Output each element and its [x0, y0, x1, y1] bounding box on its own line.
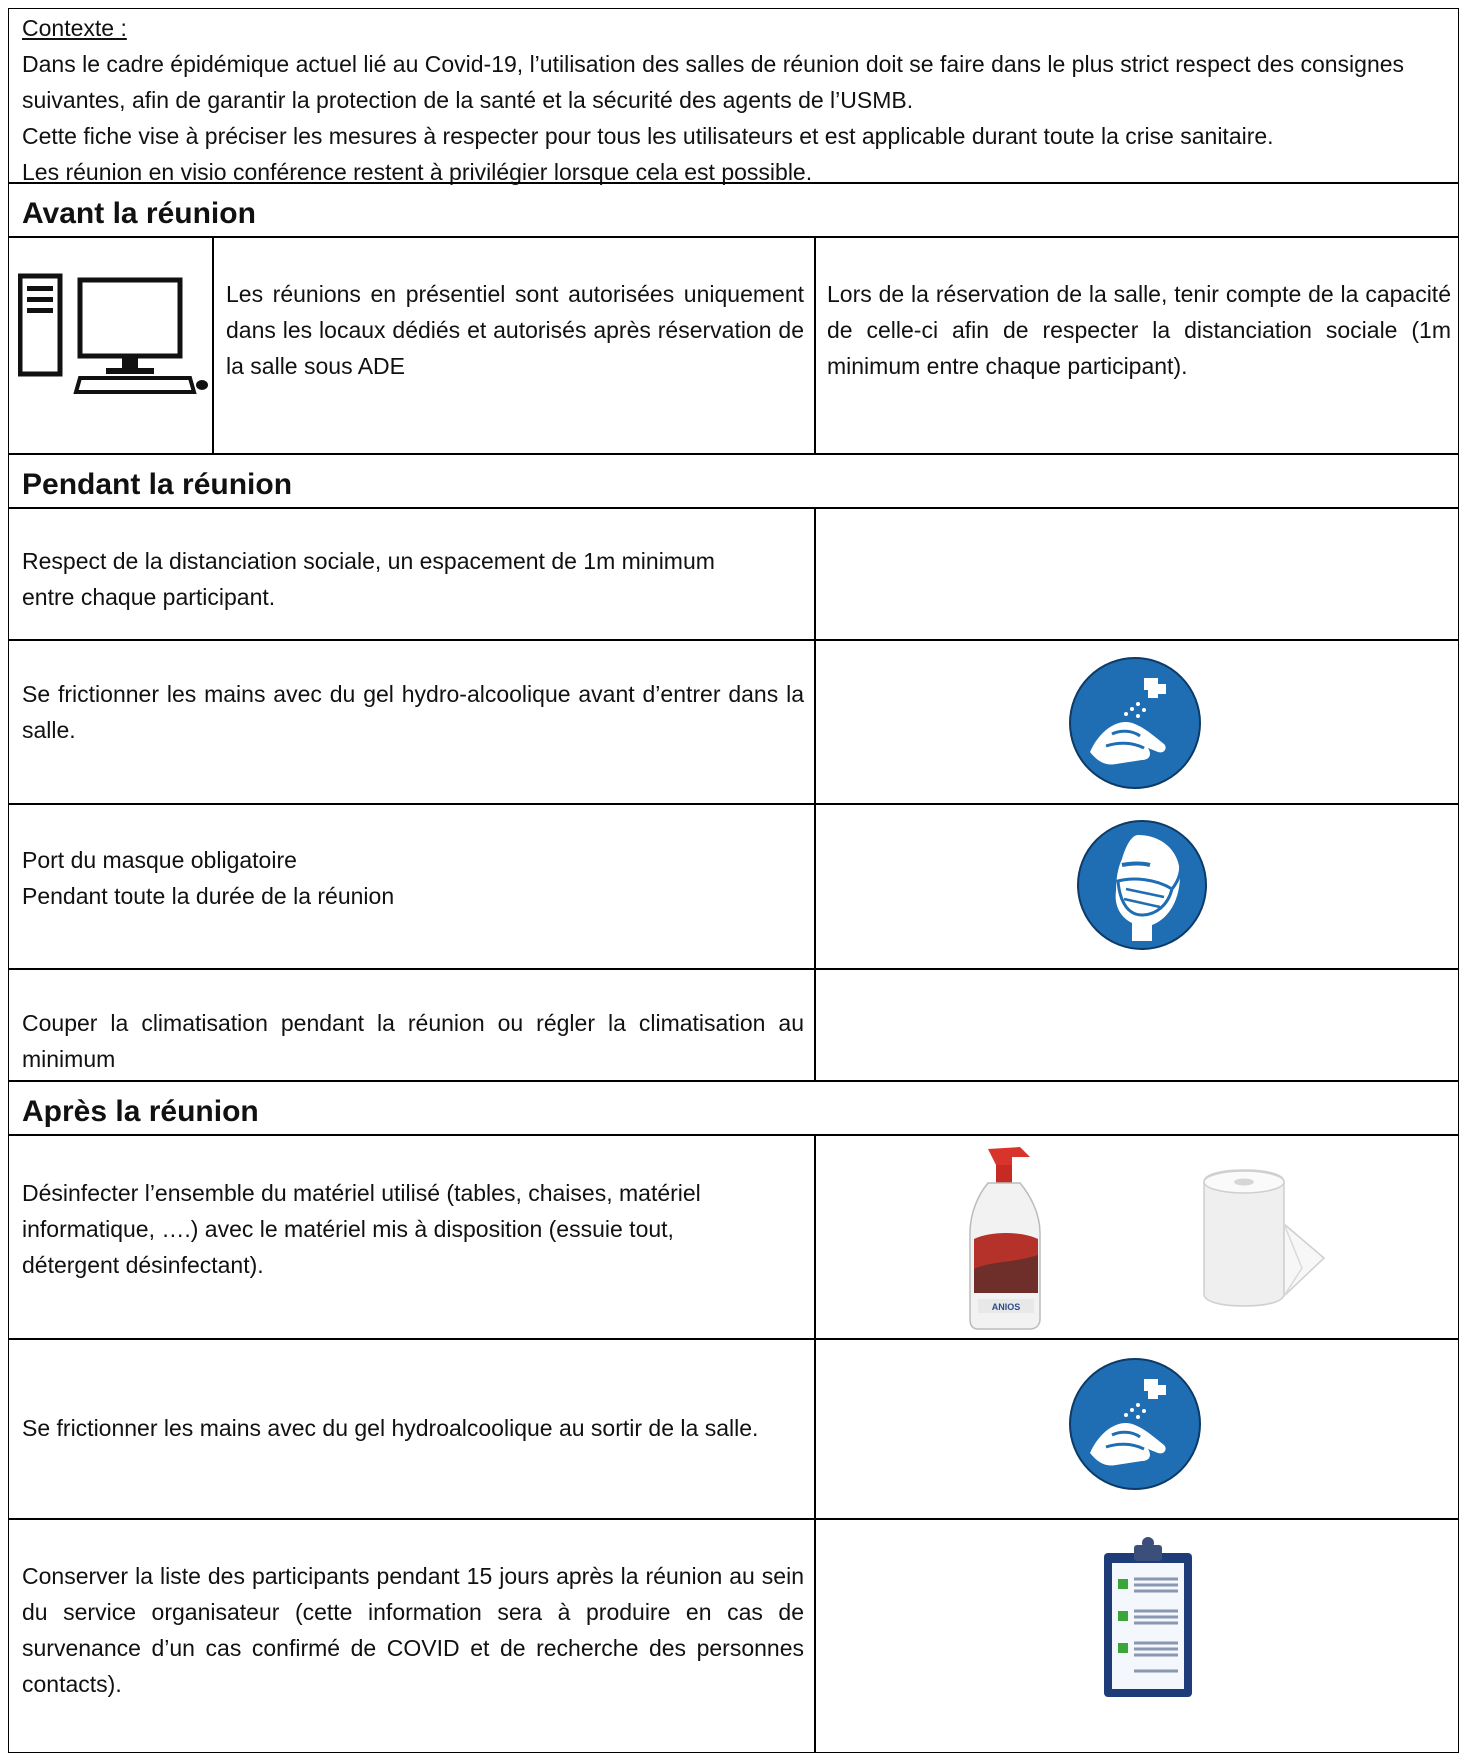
- spray-bottle-icon: [966, 1143, 1046, 1331]
- paper-roll-icon: [1198, 1168, 1328, 1308]
- avant-text-1: Les réunions en présentiel sont autorisées uniquement dans les locaux dédiés et autorisés après réservation de la salle sous ADE: [226, 281, 804, 379]
- computer-icon: [18, 272, 208, 396]
- section-title-pendant: Pendant la réunion: [22, 468, 293, 501]
- pendant-row-1-icon-cell: [814, 507, 1459, 641]
- hand-wash-icon: [1068, 1357, 1202, 1491]
- spray-brand-label: ANIOS: [991, 1302, 1021, 1312]
- section-title-avant: Avant la réunion: [22, 197, 256, 230]
- pendant-row-3-line-2: Pendant toute la durée de la réunion: [22, 883, 395, 909]
- hand-wash-icon: [1068, 656, 1202, 790]
- context-paragraph-1: Dans le cadre épidémique actuel lié au Covid-19, l’utilisation des salles de réunion doit se faire dans le plus strict respect des consignes suivantes, afin de garantir la protection de la santé et la sécurité des agents de l’USMB.: [22, 51, 1405, 113]
- pendant-row-4-text: Couper la climatisation pendant la réunion ou régler la climatisation au minimum: [22, 1010, 804, 1072]
- face-mask-icon: [1076, 819, 1208, 951]
- pendant-row-2-text: Se frictionner les mains avec du gel hydro-alcoolique avant d’entrer dans la salle.: [22, 681, 804, 743]
- apres-row-3-text: Conserver la liste des participants pendant 15 jours après la réunion au sein du service organisateur (cette information sera à produire en cas de survenance d’un cas confirmé de COVID et de recherche des personnes contacts).: [22, 1563, 804, 1697]
- checklist-clipboard-icon: [1098, 1535, 1198, 1700]
- context-label: Contexte :: [22, 15, 127, 41]
- context-paragraph-3: Les réunion en visio conférence restent à privilégier lorsque cela est possible.: [22, 159, 813, 185]
- apres-row-1-text: Désinfecter l’ensemble du matériel utilisé (tables, chaises, matériel informatique, ….) avec le matériel mis à disposition (essuie tout, détergent désinfectant).: [22, 1180, 701, 1278]
- avant-text-2: Lors de la réservation de la salle, tenir compte de la capacité de celle-ci afin de respecter la distanciation sociale (1m minimum entre chaque participant).: [827, 281, 1451, 379]
- section-title-apres: Après la réunion: [22, 1095, 259, 1128]
- covid-meeting-guidelines: [8, 8, 1459, 1753]
- pendant-row-4-icon-cell: [814, 968, 1459, 1082]
- pendant-row-3-line-1: Port du masque obligatoire: [22, 847, 297, 873]
- context-paragraph-2: Cette fiche vise à préciser les mesures à respecter pour tous les utilisateurs et est applicable durant toute la crise sanitaire.: [22, 123, 1274, 149]
- apres-row-1-icon-cell: [814, 1134, 1459, 1340]
- apres-row-2-text: Se frictionner les mains avec du gel hydroalcoolique au sortir de la salle.: [22, 1415, 759, 1441]
- pendant-row-1-text: Respect de la distanciation sociale, un espacement de 1m minimum entre chaque participant.: [22, 548, 715, 610]
